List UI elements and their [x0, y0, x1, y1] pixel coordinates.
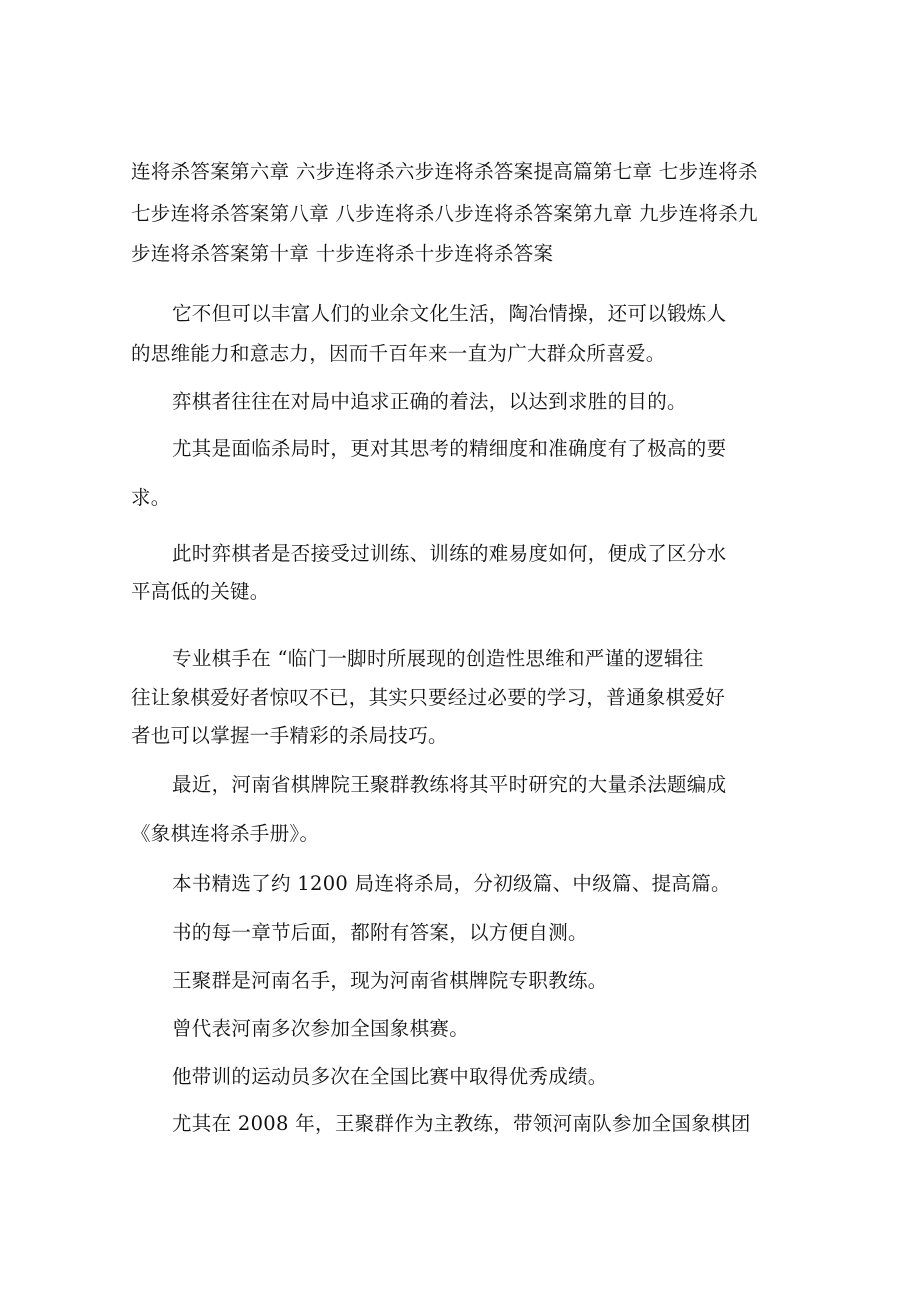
- paragraph-line: 最近，河南省棋牌院王聚群教练将其平时研究的大量杀法题编成: [172, 773, 727, 796]
- toc-line: 七步连将杀答案第八章 八步连将杀八步连将杀答案第九章 九步连将杀九: [131, 202, 758, 225]
- paragraph-line: 《象棋连将杀手册》。: [131, 822, 320, 845]
- paragraph-line: 平高低的关键。: [131, 580, 270, 603]
- paragraph-line: 他带训的运动员多次在全国比赛中取得优秀成绩。: [172, 1065, 608, 1088]
- toc-line: 连将杀答案第六章 六步连将杀六步连将杀答案提高篇第七章 七步连将杀: [131, 160, 758, 183]
- paragraph-line: 书的每一章节后面，都附有答案，以方便自测。: [172, 921, 588, 944]
- paragraph-line: 专业棋手在 “临门一脚时所展现的创造性思维和严谨的逻辑往: [172, 647, 704, 670]
- paragraph-line: 弈棋者往往在对局中追求正确的着法，以达到求胜的目的。: [172, 390, 687, 413]
- paragraph-line: 尤其是面临杀局时，更对其思考的精细度和准确度有了极高的要: [172, 437, 727, 460]
- paragraph-line: 王聚群是河南名手，现为河南省棋牌院专职教练。: [172, 969, 608, 992]
- paragraph-line: 的思维能力和意志力，因而千百年来一直为广大群众所喜爱。: [131, 342, 666, 365]
- paragraph-line: 本书精选了约 1200 局连将杀局，分初级篇、中级篇、提高篇。: [172, 872, 731, 895]
- paragraph-line: 此时弈棋者是否接受过训练、训练的难易度如何，便成了区分水: [172, 542, 727, 565]
- paragraph-line: 它不但可以丰富人们的业余文化生活，陶冶情操，还可以锻炼人: [172, 302, 727, 325]
- paragraph-line: 曾代表河南多次参加全国象棋赛。: [172, 1017, 470, 1040]
- paragraph-line: 者也可以掌握一手精彩的杀局技巧。: [131, 724, 448, 747]
- paragraph-line: 求。: [131, 486, 171, 509]
- paragraph-line: 往让象棋爱好者惊叹不已，其实只要经过必要的学习，普通象棋爱好: [131, 686, 726, 709]
- toc-line: 步连将杀答案第十章 十步连将杀十步连将杀答案: [131, 242, 554, 265]
- paragraph-line: 尤其在 2008 年，王聚群作为主教练，带领河南队参加全国象棋团: [172, 1112, 751, 1135]
